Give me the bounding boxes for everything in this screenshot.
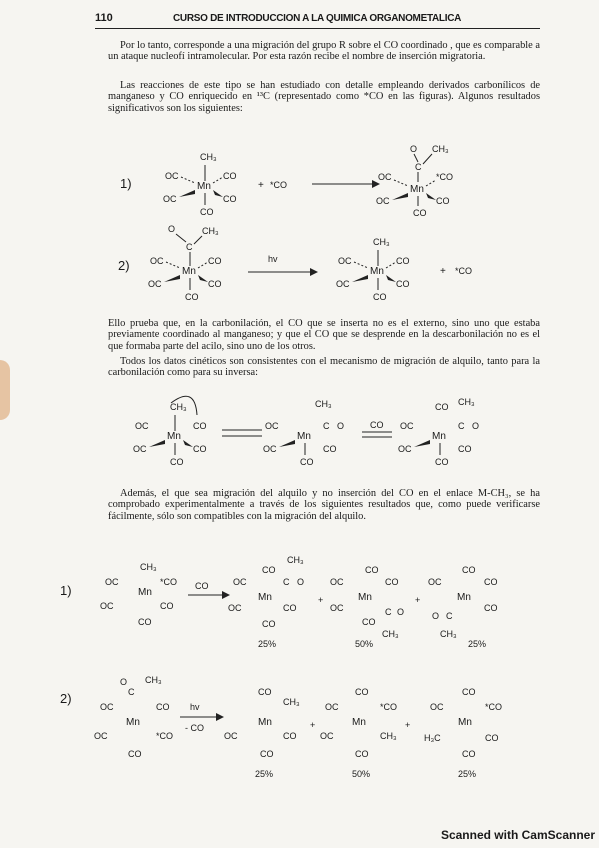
svg-text:OC: OC (398, 444, 412, 454)
svg-text:2): 2) (60, 691, 72, 706)
svg-text:OC: OC (228, 603, 242, 613)
svg-text:CH₃: CH₃ (380, 731, 397, 741)
svg-text:CO: CO (373, 292, 387, 302)
svg-text:CH₃: CH₃ (283, 697, 300, 707)
svg-text:CO: CO (355, 687, 369, 697)
svg-text:CO: CO (462, 749, 476, 759)
svg-text:OC: OC (94, 731, 108, 741)
svg-text:CO: CO (283, 731, 297, 741)
svg-text:C: C (385, 607, 392, 617)
svg-text:O: O (410, 144, 418, 154)
svg-text:50%: 50% (352, 769, 371, 779)
svg-text:CO: CO (170, 457, 184, 467)
svg-text:CO: CO (195, 581, 209, 591)
svg-text:CH₃: CH₃ (202, 226, 219, 236)
svg-text:CH₃: CH₃ (382, 629, 399, 639)
svg-text:OC: OC (263, 444, 277, 454)
svg-text:CO: CO (435, 402, 449, 412)
svg-text:CH₃: CH₃ (440, 629, 457, 639)
svg-text:CO: CO (396, 279, 410, 289)
svg-text:Mn: Mn (297, 431, 311, 442)
svg-text:O: O (432, 611, 440, 621)
svg-text:O: O (168, 224, 176, 234)
svg-text:Mn: Mn (358, 592, 372, 603)
svg-text:O: O (337, 421, 345, 431)
svg-text:CO: CO (385, 577, 399, 587)
svg-text:C: C (283, 577, 290, 587)
svg-text:*CO: *CO (270, 180, 288, 190)
svg-text:OC: OC (105, 577, 119, 587)
svg-text:*CO: *CO (485, 702, 503, 712)
svg-text:OC: OC (330, 577, 344, 587)
svg-text:OC: OC (430, 702, 444, 712)
svg-text:CO: CO (396, 256, 410, 266)
svg-text:hv: hv (268, 254, 278, 264)
svg-text:CO: CO (208, 256, 222, 266)
svg-text:Mn: Mn (458, 717, 472, 728)
label-2: 2) (118, 258, 130, 273)
svg-text:CO: CO (156, 702, 170, 712)
svg-text:OC: OC (428, 577, 442, 587)
svg-text:CH₃: CH₃ (140, 562, 157, 572)
svg-text:CO: CO (484, 577, 498, 587)
svg-text:OC: OC (265, 421, 279, 431)
svg-text:C: C (186, 242, 193, 252)
paragraph-2: Las reacciones de este tipo se han estudiado con detalle empleando derivados carbonílicos de manganeso y CO enriquecido en ¹³C (representado como *CO en las figuras). Algunos resultados significativos son los siguientes: (108, 80, 540, 114)
scheme-1 (0, 140, 599, 310)
mechanism-start (133, 396, 207, 467)
label-1: 1) (120, 176, 132, 191)
svg-text:1): 1) (60, 583, 72, 598)
svg-text:CO: CO (128, 749, 142, 759)
svg-text:CO: CO (370, 420, 384, 430)
paragraph-5: Además, el que sea migración del alquilo y no inserción del CO en el enlace M-CH₃, se ha comprobado experimentalmente a través de los siguientes resultados que, como puede verificarse fácilmente, sólo son compatibles con la migración del alquilo. (108, 488, 540, 522)
svg-text:*CO: *CO (436, 172, 454, 182)
svg-text:CO: CO (208, 279, 222, 289)
svg-text:OC: OC (224, 731, 238, 741)
svg-text:CO: CO (436, 196, 450, 206)
svg-text:CO: CO (223, 171, 237, 181)
svg-text:CH₃: CH₃ (170, 402, 187, 412)
svg-text:OC: OC (165, 171, 179, 181)
scanner-watermark: Scanned with CamScanner (440, 828, 595, 842)
svg-text:CO: CO (485, 733, 499, 743)
svg-text:OC: OC (100, 601, 114, 611)
svg-text:Mn: Mn (182, 266, 196, 277)
svg-text:C: C (415, 162, 422, 172)
svg-text:+: + (405, 720, 411, 730)
svg-text:OC: OC (400, 421, 414, 431)
svg-text:C: C (446, 611, 453, 621)
svg-text:CO: CO (458, 444, 472, 454)
svg-text:+: + (310, 720, 316, 730)
svg-text:CO: CO (462, 565, 476, 575)
svg-text:+: + (440, 266, 446, 277)
svg-text:OC: OC (378, 172, 392, 182)
svg-text:OC: OC (233, 577, 247, 587)
svg-text:CO: CO (362, 617, 376, 627)
svg-text:CH₃: CH₃ (373, 237, 390, 247)
svg-text:CO: CO (200, 207, 214, 217)
svg-text:OC: OC (376, 196, 390, 206)
svg-text:CO: CO (262, 565, 276, 575)
svg-text:Mn: Mn (126, 717, 140, 728)
svg-text:CH₃: CH₃ (200, 152, 217, 162)
svg-text:+: + (258, 180, 264, 191)
svg-text:OC: OC (100, 702, 114, 712)
svg-text:CO: CO (323, 444, 337, 454)
mechanism-intermediate (263, 399, 344, 467)
complex-mn-ch3-product (336, 237, 410, 302)
svg-text:C: C (458, 421, 465, 431)
svg-text:*CO: *CO (156, 731, 174, 741)
svg-text:CO: CO (223, 194, 237, 204)
svg-text:OC: OC (320, 731, 334, 741)
svg-text:Mn: Mn (457, 592, 471, 603)
svg-text:OC: OC (133, 444, 147, 454)
svg-text:OC: OC (338, 256, 352, 266)
svg-text:H₃C: H₃C (424, 733, 441, 743)
svg-text:+: + (318, 595, 324, 605)
svg-text:C: C (323, 421, 330, 431)
paragraph-1: Por lo tanto, corresponde a una migración del grupo R sobre el CO coordinado , que es comparable a un ataque nucleofí intramolecular. Por esta razón recibe el nombre de inserción migratoria. (108, 40, 540, 63)
svg-text:Mn: Mn (432, 431, 446, 442)
svg-text:Mn: Mn (138, 587, 152, 598)
svg-text:*CO: *CO (160, 577, 178, 587)
svg-text:50%: 50% (355, 639, 374, 649)
book-title: CURSO DE INTRODUCCION A LA QUIMICA ORGANOMETALICA (173, 13, 462, 24)
complex-mn-acetyl (376, 144, 453, 218)
svg-text:CO: CO (355, 749, 369, 759)
svg-text:CO: CO (193, 421, 207, 431)
svg-text:CH₃: CH₃ (287, 555, 304, 565)
svg-text:OC: OC (163, 194, 177, 204)
svg-text:O: O (297, 577, 305, 587)
svg-text:Mn: Mn (352, 717, 366, 728)
svg-text:CH₃: CH₃ (458, 397, 475, 407)
scheme-mechanism (0, 390, 599, 480)
svg-text:CO: CO (365, 565, 379, 575)
svg-text:O: O (472, 421, 480, 431)
svg-text:CH₃: CH₃ (315, 399, 332, 409)
svg-text:*CO: *CO (380, 702, 398, 712)
svg-text:Mn: Mn (167, 431, 181, 442)
svg-text:O: O (120, 677, 128, 687)
svg-text:OC: OC (148, 279, 162, 289)
svg-text:hv: hv (190, 702, 200, 712)
svg-text:CO: CO (193, 444, 207, 454)
running-header (95, 10, 540, 29)
svg-text:CO: CO (260, 749, 274, 759)
svg-text:CO: CO (258, 687, 272, 697)
svg-text:O: O (397, 607, 405, 617)
svg-text:+: + (415, 595, 421, 605)
svg-text:CO: CO (300, 457, 314, 467)
svg-text:C: C (128, 687, 135, 697)
mechanism-product (398, 397, 479, 467)
paragraph-4: Todos los datos cinéticos son consistentes con el mecanismo de migración de alquilo, tanto para la carbonilación como para su inversa: (108, 356, 540, 379)
page-number: 110 (95, 12, 113, 24)
complex-mn-acetyl-13c (148, 224, 222, 302)
svg-text:25%: 25% (255, 769, 274, 779)
svg-text:CO: CO (262, 619, 276, 629)
complex-mn-ch3 (163, 152, 237, 217)
svg-text:OC: OC (325, 702, 339, 712)
svg-text:CO: CO (160, 601, 174, 611)
svg-text:- CO: - CO (185, 723, 204, 733)
svg-text:Mn: Mn (258, 592, 272, 603)
svg-text:CO: CO (435, 457, 449, 467)
svg-text:CO: CO (484, 603, 498, 613)
svg-text:Mn: Mn (197, 181, 211, 192)
scheme-isotope-results (0, 545, 599, 815)
svg-text:CH₃: CH₃ (145, 675, 162, 685)
svg-text:Mn: Mn (410, 184, 424, 195)
svg-text:Mn: Mn (258, 717, 272, 728)
svg-text:CO: CO (138, 617, 152, 627)
svg-text:OC: OC (135, 421, 149, 431)
svg-text:Mn: Mn (370, 266, 384, 277)
svg-text:OC: OC (330, 603, 344, 613)
svg-text:CO: CO (413, 208, 427, 218)
svg-text:25%: 25% (258, 639, 277, 649)
svg-text:CO: CO (283, 603, 297, 613)
svg-text:25%: 25% (468, 639, 487, 649)
svg-text:OC: OC (336, 279, 350, 289)
svg-text:CO: CO (462, 687, 476, 697)
svg-text:CO: CO (185, 292, 199, 302)
svg-text:25%: 25% (458, 769, 477, 779)
svg-text:CH₃: CH₃ (432, 144, 449, 154)
paragraph-3: Ello prueba que, en la carbonilación, el CO que se inserta no es el externo, sino uno que estaba previamente coordinado al manganeso; y que el CO que se desprende en la descarbonilación no es el que formaba parte del acilo, sino uno de los otros. (108, 318, 540, 352)
svg-text:OC: OC (150, 256, 164, 266)
svg-text:*CO: *CO (455, 266, 473, 276)
